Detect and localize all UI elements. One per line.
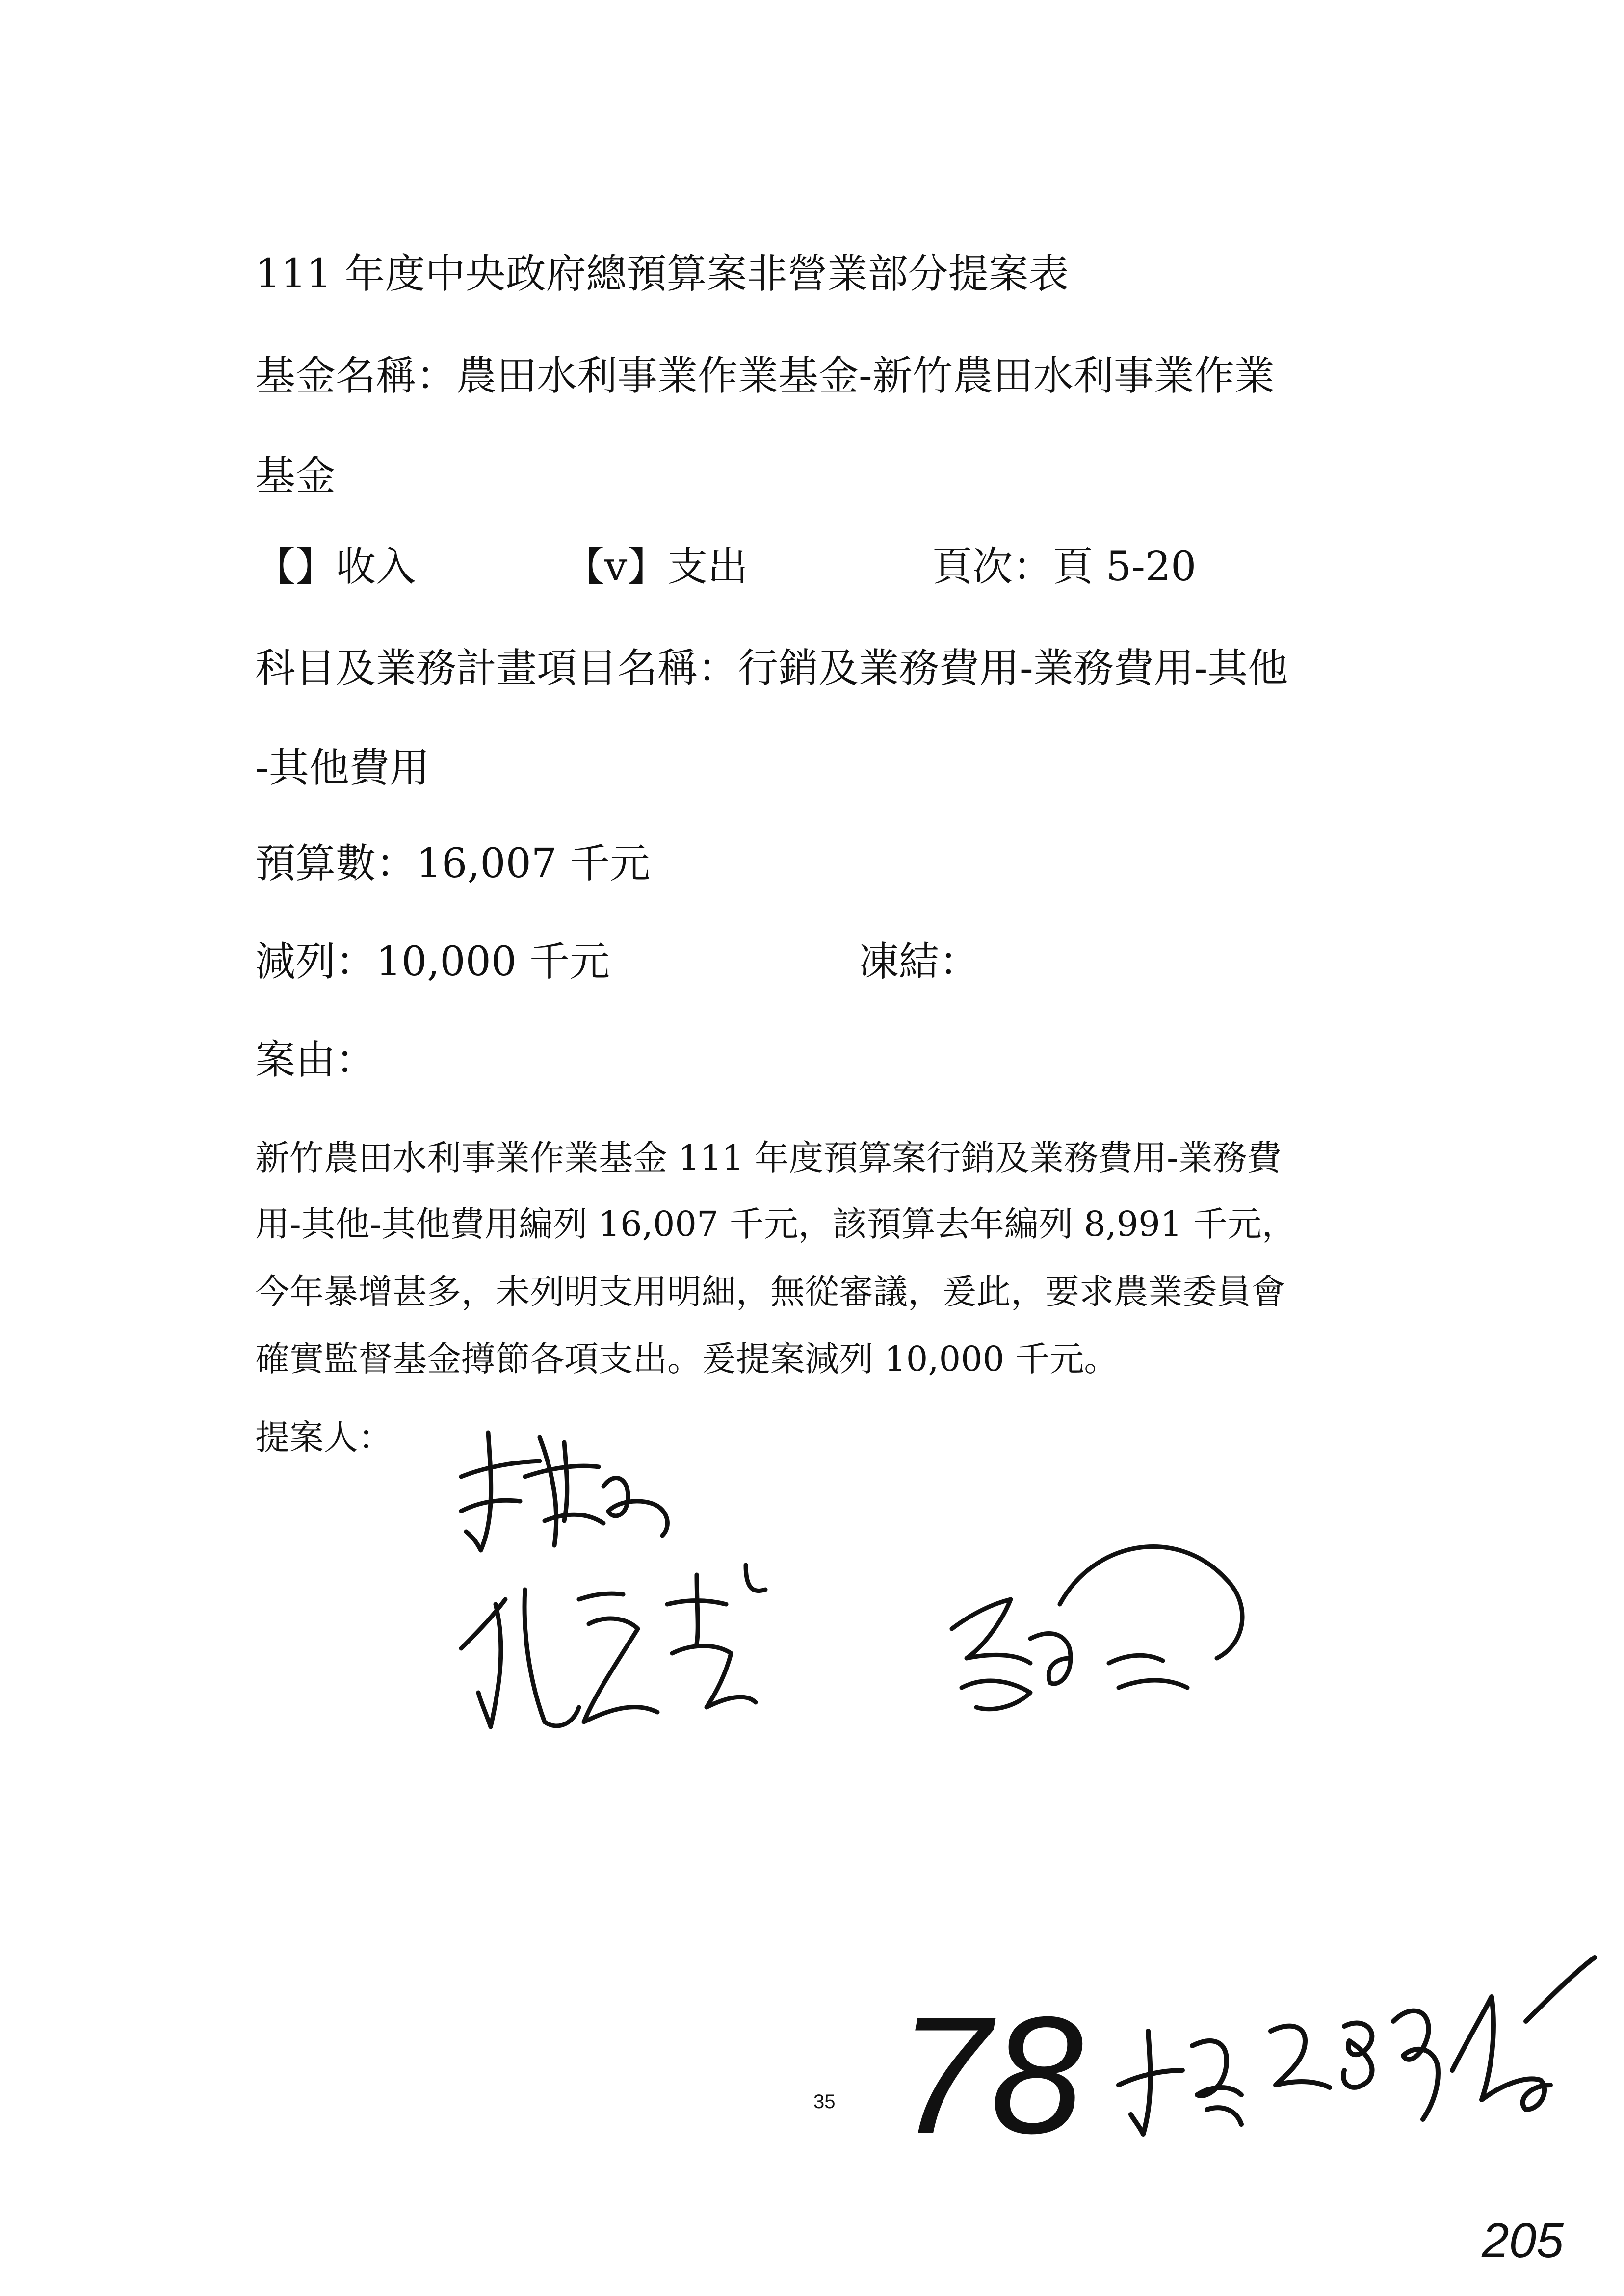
- handwritten-signature: [451, 1545, 805, 1751]
- handwritten-number: 78: [898, 1982, 1084, 2168]
- subject-line-1: 科目及業務計畫項目名稱：行銷及業務費用-業務費用-其他: [255, 645, 1288, 692]
- subject-line-2: -其他費用: [255, 745, 430, 791]
- document-title: 111 年度中央政府總預算案非營業部分提案表: [255, 251, 1069, 297]
- handwritten-signature: [442, 1403, 697, 1570]
- expense-checkbox-label: 【v】支出: [564, 544, 748, 590]
- reason-text-line: 今年暴增甚多，未列明支用明細，無從審議，爰此，要求農業委員會: [255, 1272, 1285, 1312]
- fund-name-line-1: 基金名稱：農田水利事業作業基金-新竹農田水利事業作業: [255, 353, 1275, 399]
- page-number: 35: [813, 2091, 836, 2113]
- handwritten-annotation: [1109, 1923, 1599, 2159]
- freeze-label: 凍結：: [859, 939, 980, 985]
- reason-label: 案由：: [255, 1037, 376, 1083]
- reduction-amount: 減列：10,000 千元: [255, 939, 610, 985]
- income-checkbox-label: 【】收入: [255, 544, 417, 590]
- reason-text-line: 確實監督基金撙節各項支出。爰提案減列 10,000 千元。: [255, 1339, 1119, 1379]
- page-reference: 頁次：頁 5-20: [932, 544, 1197, 590]
- handwritten-signature: [932, 1531, 1276, 1737]
- fund-name-line-2: 基金: [255, 453, 336, 499]
- handwritten-corner-number: 205: [1482, 2213, 1564, 2268]
- reason-text-line: 用-其他-其他費用編列 16,007 千元，該預算去年編列 8,991 千元，: [255, 1204, 1296, 1244]
- budget-amount: 預算數：16,007 千元: [255, 840, 650, 887]
- reason-text-line: 新竹農田水利事業作業基金 111 年度預算案行銷及業務費用-業務費: [255, 1138, 1282, 1178]
- proposer-label: 提案人：: [255, 1417, 393, 1458]
